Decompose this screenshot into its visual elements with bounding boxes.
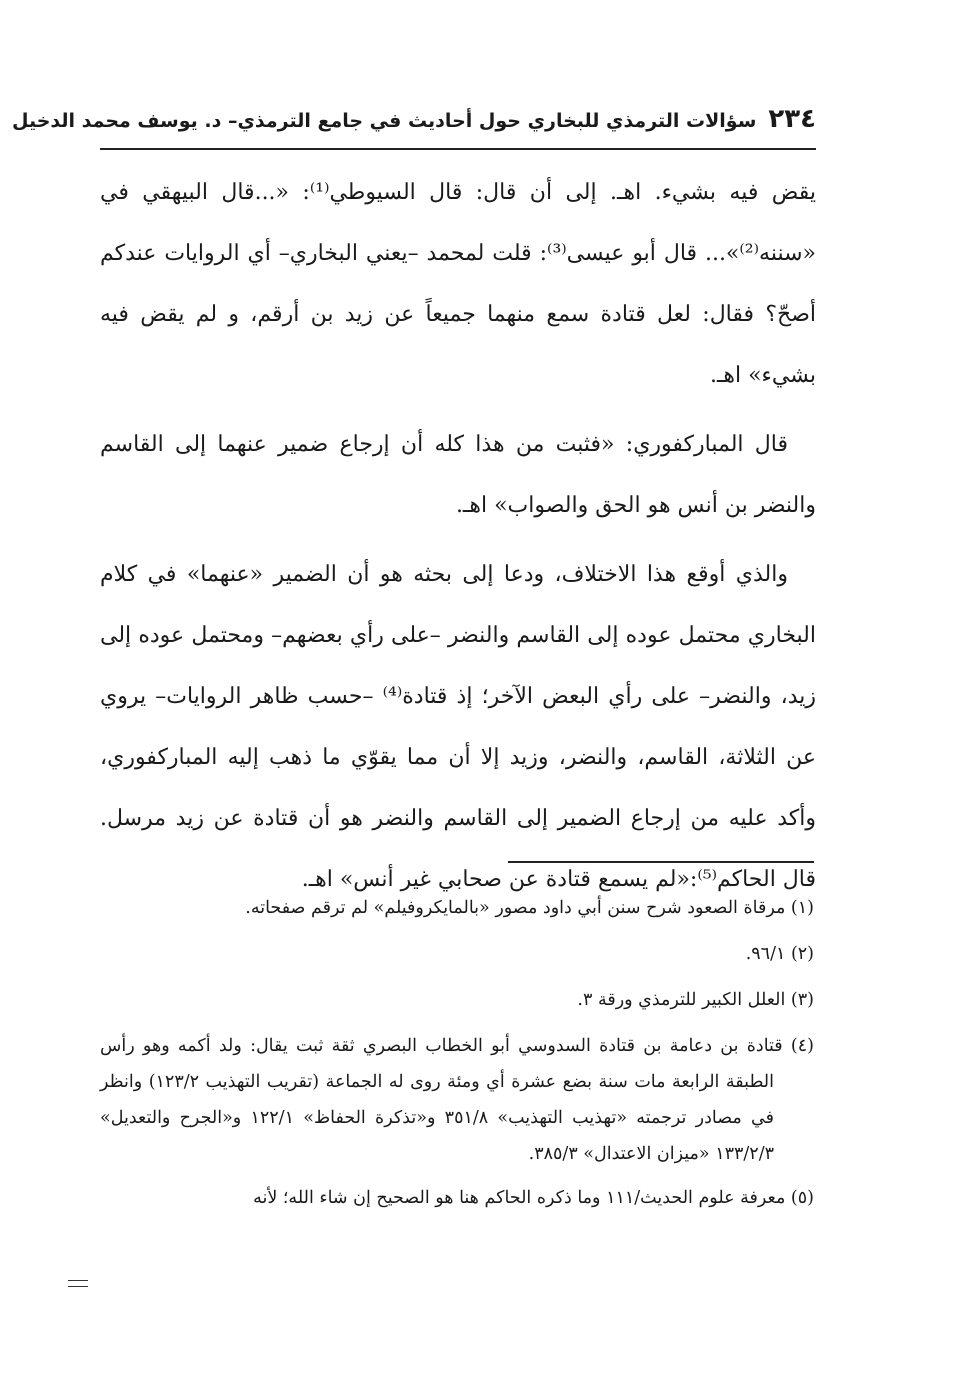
header-rule [100,148,816,150]
footnote-separator [508,861,814,863]
page-number: ٢٣٤ [768,104,816,134]
running-title: سؤالات الترمذي للبخاري حول أحاديث في جامع الترمذي– د. يوسف محمد الدخيل [12,110,757,132]
paragraph-3: والذي أوقع هذا الاختلاف، ودعا إلى بحثه هو أن الضمير «عنهما» في كلام البخاري محتمل عوده إلى القاسم والنضر –على رأي بعضهم– ومحتمل عوده إلى زيد، والنضر– على رأي البعض الآخر؛ إذ قتادة⁽⁴⁾ –حسب ظاهر الروايات– يروي عن الثلاثة، القاسم، والنضر، وزيد إلا أن مما يقوّي ما ذهب إليه المباركفوري، وأكد عليه من إرجاع الضمير إلى القاسم والنضر هو أن قتادة عن زيد مرسل. قال الحاكم⁽⁵⁾:«لم يسمع قتادة عن صحابي غير أنس» اهـ. [100,562,816,892]
page-header [12,104,816,134]
footnote-1: (١) مرقاة الصعود شرح سنن أبي داود مصور «بالمايكروفيلم» لم ترقم صفحاته. [245,898,814,918]
footnote-2: (٢) ٩٦/١. [745,944,814,964]
paragraph-1: يقض فيه بشيء. اهـ. إلى أن قال: قال السيوطي⁽¹⁾: «...قال البيهقي في «سننه⁽²⁾»... قال أبو عيسى⁽³⁾: قلت لمحمد –يعني البخاري– أي الروايات عندكم أصحّ؟ فقال: لعل قتادة سمع منهما جميعاً عن زيد بن أرقم، و لم يقض فيه بشيء» اهـ. [100,180,816,388]
footnote-5: (٥) معرفة علوم الحديث/١١١ وما ذكره الحاكم هنا هو الصحيح إن شاء الله؛ لأنه [253,1188,814,1208]
footnote-4: (٤) قتادة بن دعامة بن قتادة السدوسي أبو الخطاب البصري ثقة ثبت يقال: ولد أكمه وهو رأس الطبقة الرابعة مات سنة بضع عشرة أي ومئة روى له الجماعة (تقريب التهذيب ١٢٣/٢) وانظر في مصادر ترجمته «تهذيب التهذيب» ٣٥١/٨ و«تذكرة الحفاظ» ١٢٢/١ و«الجرح والتعديل» ١٣٣/٢/٣ «ميزان الاعتدال» ٣٨٥/٣. [100,1036,814,1164]
footnote-3: (٣) العلل الكبير للترمذي ورقة ٣. [577,990,814,1010]
footnotes [100,890,814,1226]
margin-mark [68,1280,88,1287]
body-text [100,162,816,918]
paragraph-2: قال المباركفوري: «فثبت من هذا كله أن إرجاع ضمير عنهما إلى القاسم والنضر بن أنس هو الحق والصواب» اهـ. [100,432,816,518]
